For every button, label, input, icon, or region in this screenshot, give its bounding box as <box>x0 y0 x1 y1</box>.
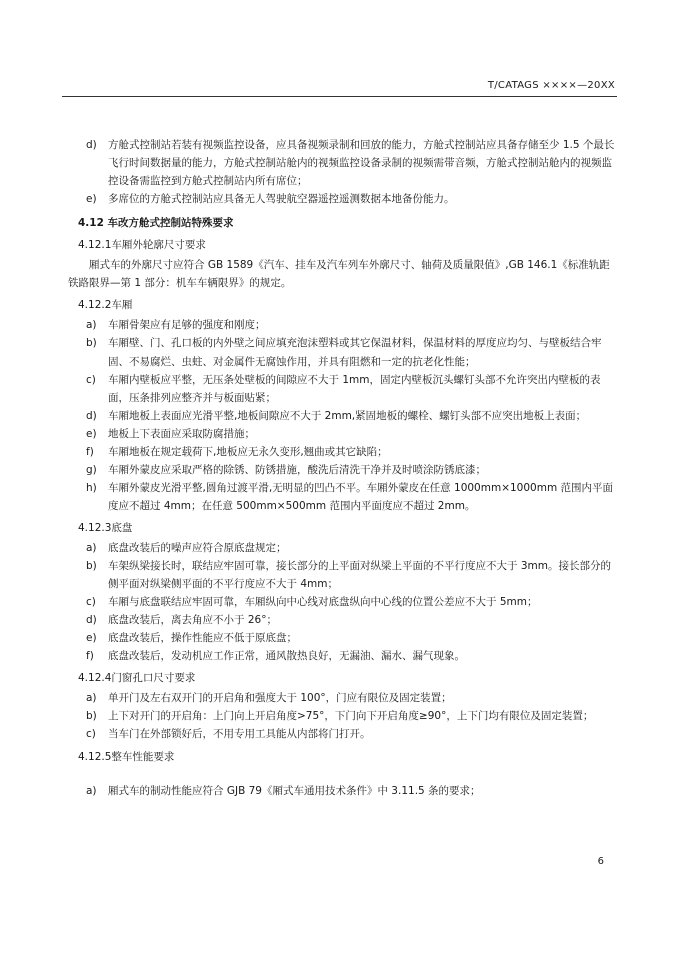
subsection-heading: 4.12.5整车性能要求 <box>78 750 175 763</box>
list-marker: f) <box>86 650 94 663</box>
subsection-heading: 4.12.2车厢 <box>78 299 133 312</box>
list-marker: b) <box>86 710 97 723</box>
list-item <box>86 647 620 665</box>
list-item <box>86 316 620 334</box>
page-number: 6 <box>597 856 604 867</box>
list-item <box>86 557 620 593</box>
list-marker: e) <box>86 193 97 206</box>
list-text: 车厢壁、门、孔口板的内外壁之间应填充泡沫塑料或其它保温材料，保温材料的厚度应均匀、与壁板结合牢固、不易腐烂、虫蛀、对金属件无腐蚀作用，并具有阻燃和一定的抗老化性能； <box>108 337 602 368</box>
list-item <box>86 334 620 370</box>
list-item <box>86 539 620 557</box>
list-marker: g) <box>86 463 97 476</box>
list-text: 当车门在外部锁好后，不用专用工具能从内部将门打开。 <box>108 728 371 741</box>
list-text: 车厢与底盘联结应牢固可靠，车厢纵向中心线对底盘纵向中心线的位置公差应不大于 5mm； <box>108 596 538 609</box>
list-text: 厢式车的制动性能应符合 GJB 79《厢式车通用技术条件》中 3.11.5 条的要求； <box>108 784 481 797</box>
list-item <box>86 425 620 443</box>
document-id: T/CATAGS ××××—20XX <box>487 80 615 91</box>
page-body <box>68 136 620 800</box>
list-item <box>86 443 620 461</box>
list-marker: f) <box>86 445 94 458</box>
list-text: 车厢骨架应有足够的强度和刚度； <box>108 319 266 332</box>
list-item <box>86 407 620 425</box>
list-marker: e) <box>86 427 97 440</box>
list-item <box>86 707 620 725</box>
list-marker: c) <box>86 728 96 741</box>
list-text: 车厢外蒙皮应采取严格的除锈、防锈措施，酸洗后清洗干净并及时喷涂防锈底漆； <box>108 463 486 476</box>
list-item <box>86 782 620 800</box>
header-rule <box>62 96 617 97</box>
list-marker: b) <box>86 560 97 573</box>
list-text: 车厢内壁板应平整，无压条处壁板的间隙应不大于 1mm，固定内壁板沉头螺钉头部不允许突出内壁板的表面，压条排列应整齐并与板面贴紧； <box>108 373 601 404</box>
list-text: 底盘改装后，发动机应工作正常，通风散热良好，无漏油、漏水、漏气现象。 <box>108 650 465 663</box>
list-item <box>86 190 620 208</box>
list-marker: h) <box>86 481 97 494</box>
list-marker: a) <box>86 784 97 797</box>
list-marker: a) <box>86 541 97 554</box>
list-text: 单开门及左右双开门的开启角和强度大于 100°，门应有限位及固定装置； <box>108 692 452 705</box>
list-item <box>86 629 620 647</box>
subsection-heading: 4.12.4门窗孔口尺寸要求 <box>78 672 196 685</box>
list-marker: e) <box>86 632 97 645</box>
list-item <box>86 611 620 629</box>
paragraph: 厢式车的外廓尺寸应符合 GB 1589《汽车、挂车及汽车列车外廓尺寸、轴荷及质量限值》,GB 146.1《标准轨距铁路限界—第 1 部分：机车车辆限界》的规定。 <box>68 259 610 290</box>
list-marker: a) <box>86 692 97 705</box>
list-text: 多席位的方舱式控制站应具备无人驾驶航空器遥控遥测数据本地备份能力。 <box>108 193 455 206</box>
list-text: 车厢地板上表面应光滑平整,地板间隙应不大于 2mm,紧固地板的螺栓、螺钉头部不应突出地板上表面； <box>108 409 587 422</box>
list-text: 上下对开门的开启角：上门向上开启角度>75°，下门向下开启角度≥90°，上下门均有限位及固定装置； <box>108 710 594 723</box>
spacer <box>86 768 620 782</box>
list-item <box>86 593 620 611</box>
list-marker: d) <box>86 614 97 627</box>
subsection-heading: 4.12.1车厢外轮廓尺寸要求 <box>78 239 206 252</box>
list-text: 车架纵梁接长时，联结应牢固可靠，接长部分的上平面对纵梁上平面的不平行度应不大于 3mm。接长部分的侧平面对纵梁侧平面的不平行度应不大于 4mm； <box>108 560 611 591</box>
list-item <box>86 725 620 743</box>
list-marker: a) <box>86 319 97 332</box>
list-marker: c) <box>86 596 96 609</box>
section-heading: 4.12 车改方舱式控制站特殊要求 <box>78 217 234 230</box>
list-text: 方舱式控制站若装有视频监控设备，应具备视频录制和回放的能力，方舱式控制站应具备存储至少 1.5 个最长飞行时间数据量的能力，方舱式控制站舱内的视频监控设备录制的视频需带音频，方舱式控制站舱内的视频监控设备需监控到方舱式控制站内所有席位； <box>108 139 615 188</box>
list-text: 底盘改装后，离去角应不小于 26°； <box>108 614 277 627</box>
list-item <box>86 371 620 407</box>
list-text: 底盘改装后的噪声应符合原底盘规定； <box>108 541 287 554</box>
list-marker: b) <box>86 337 97 350</box>
list-item <box>86 479 620 515</box>
list-item <box>86 689 620 707</box>
list-marker: d) <box>86 139 97 151</box>
subsection-heading: 4.12.3底盘 <box>78 521 133 534</box>
list-marker: c) <box>86 373 96 386</box>
list-text: 底盘改装后，操作性能应不低于原底盘； <box>108 632 297 645</box>
list-text: 地板上下表面应采取防腐措施； <box>108 427 255 440</box>
list-text: 车厢地板在规定载荷下,地板应无永久变形,翘曲或其它缺陷； <box>108 445 388 458</box>
list-item <box>86 136 620 190</box>
list-item <box>86 461 620 479</box>
list-text: 车厢外蒙皮光滑平整,圆角过渡平滑,无明显的凹凸不平。车厢外蒙皮在任意 1000mm×1000mm 范围内平面度应不超过 4mm；在任意 500mm×500mm 范围内平面度应不超过 2mm。 <box>108 481 614 512</box>
list-marker: d) <box>86 409 97 422</box>
